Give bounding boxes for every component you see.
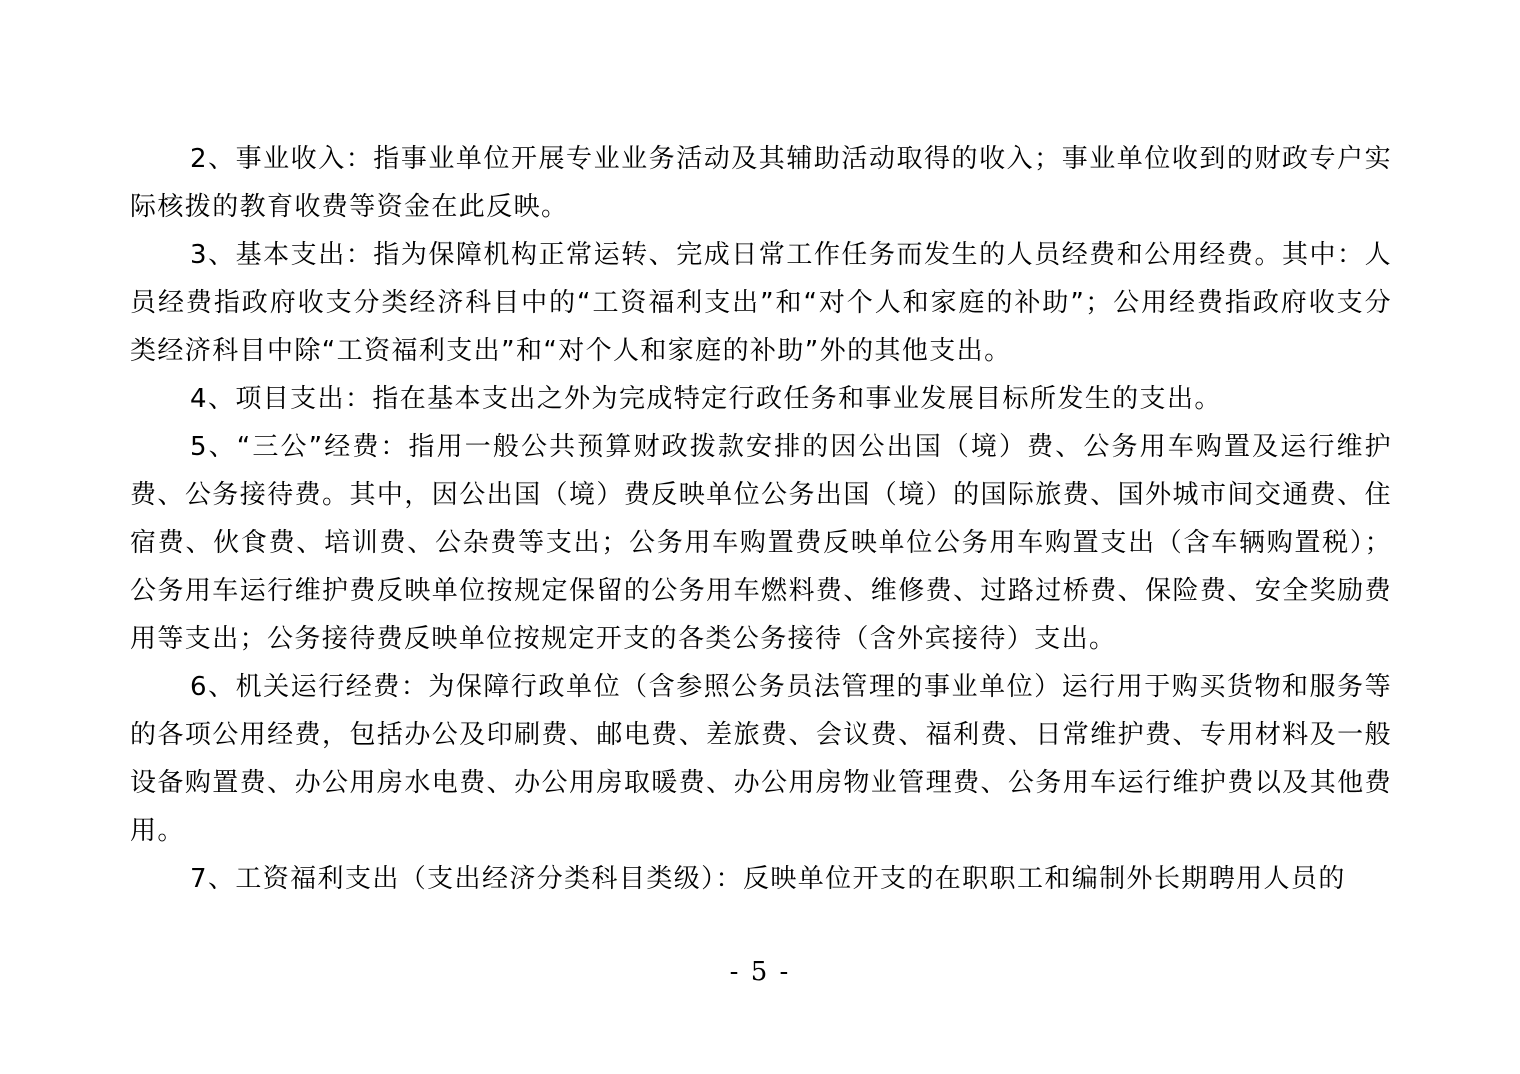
paragraph-business-income: 2、事业收入：指事业单位开展专业业务活动及其辅助活动取得的收入；事业单位收到的财政专户实际核拨的教育收费等资金在此反映。 — [130, 144, 1392, 222]
paragraph-three-public-expenses: 5、“三公”经费：指用一般公共预算财政拨款安排的因公出国（境）费、公务用车购置及运行维护费、公务接待费。其中，因公出国（境）费反映单位公务出国（境）的国际旅费、国外城市间交通费、住宿费、伙食费、培训费、公杂费等支出；公务用车购置费反映单位公务用车购置支出（含车辆购置税）；公务用车运行维护费反映单位按规定保留的公务用车燃料费、维修费、过路过桥费、保险费、安全奖励费用等支出；公务接待费反映单位按规定开支的各类公务接待（含外宾接待）支出。 — [130, 432, 1392, 654]
paragraph-operating-expenses: 6、机关运行经费：为保障行政单位（含参照公务员法管理的事业单位）运行用于购买货物和服务等的各项公用经费，包括办公及印刷费、邮电费、差旅费、会议费、福利费、日常维护费、专用材料及一般设备购置费、办公用房水电费、办公用房取暖费、办公用房物业管理费、公务用车运行维护费以及其他费用。 — [130, 672, 1392, 846]
paragraph-wage-welfare: 7、工资福利支出（支出经济分类科目类级）：反映单位开支的在职职工和编制外长期聘用人员的 — [190, 864, 1346, 894]
paragraph-project-expenditure: 4、项目支出：指在基本支出之外为完成特定行政任务和事业发展目标所发生的支出。 — [190, 384, 1222, 414]
document-body — [130, 135, 1392, 903]
page-number: - 5 - — [729, 957, 791, 987]
paragraph-basic-expenditure: 3、基本支出：指为保障机构正常运转、完成日常工作任务而发生的人员经费和公用经费。其中：人员经费指政府收支分类经济科目中的“工资福利支出”和“对个人和家庭的补助”；公用经费指政府收支分类经济科目中除“工资福利支出”和“对个人和家庭的补助”外的其他支出。 — [130, 240, 1392, 366]
